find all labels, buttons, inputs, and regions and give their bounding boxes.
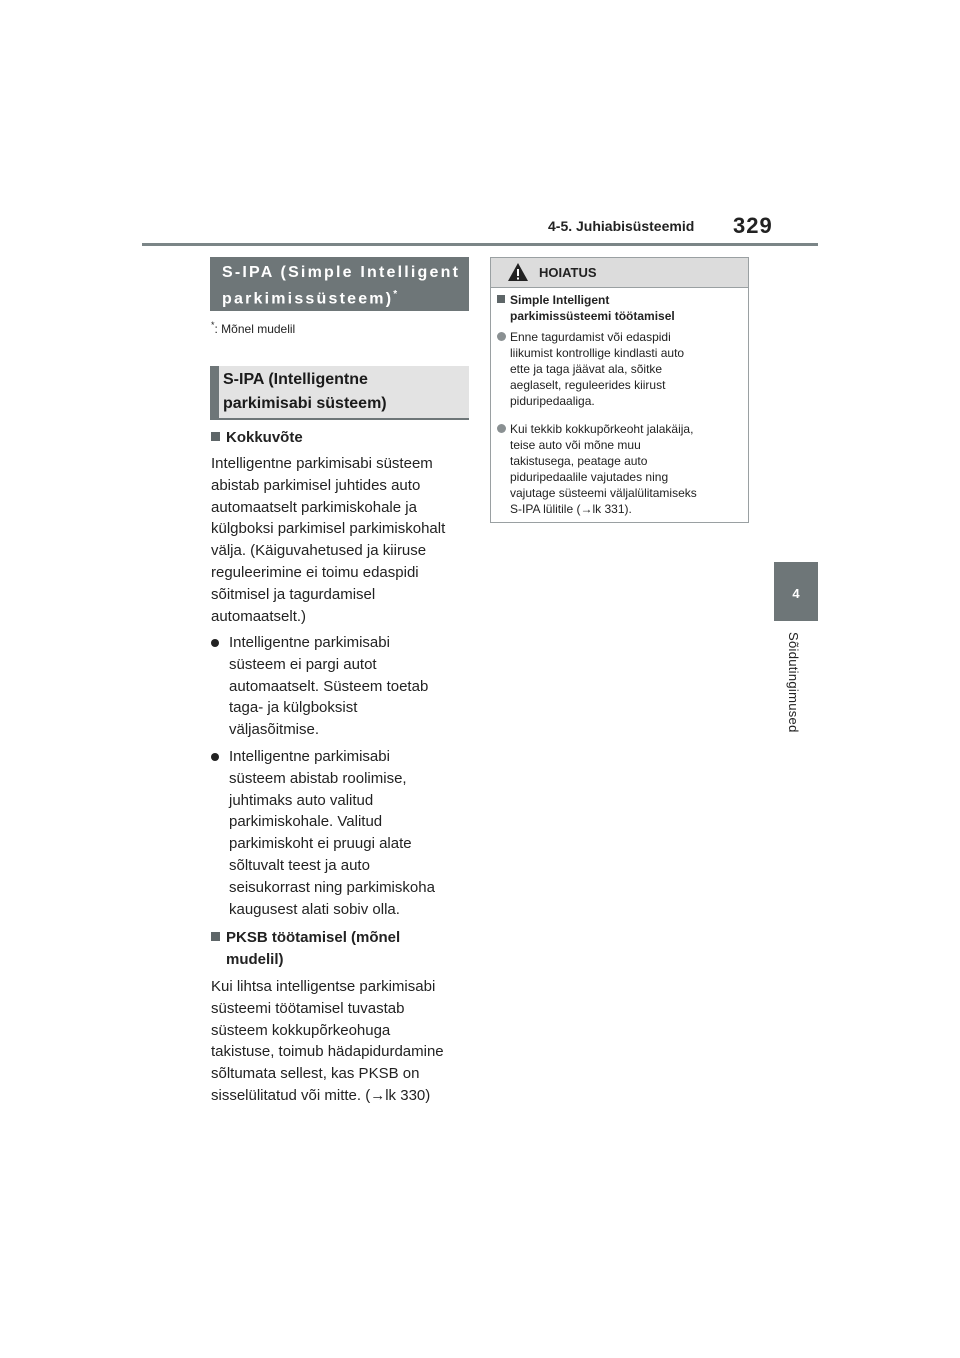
chapter-number: 4 bbox=[792, 586, 800, 601]
square-bullet-icon bbox=[211, 432, 220, 441]
square-bullet-icon bbox=[211, 932, 220, 941]
bullet-dot-icon bbox=[497, 424, 506, 433]
square-bullet-icon bbox=[497, 295, 505, 303]
subheading-line: parkimisabi süsteem) bbox=[223, 395, 387, 412]
pksb-heading-line bbox=[211, 927, 466, 949]
warning-item-line: ette ja taga jäävat ala, sõitke bbox=[510, 362, 663, 376]
warning-title: HOIATUS bbox=[539, 265, 597, 280]
paragraph-line: Intelligentne parkimisabi süsteem bbox=[211, 455, 433, 472]
warning-item-line: liikumist kontrollige kindlasti auto bbox=[510, 346, 685, 360]
warning-item-line: piduripedaalile vajutades ning bbox=[510, 470, 669, 484]
section-title bbox=[222, 262, 467, 310]
list-item bbox=[211, 632, 479, 741]
warning-item bbox=[491, 421, 760, 517]
list-item-line: Intelligentne parkimisabi bbox=[229, 634, 390, 651]
section-title-box bbox=[210, 257, 469, 311]
paragraph-line: takistuse, toimub hädapidurdamine bbox=[211, 1043, 444, 1061]
pksb-paragraph bbox=[211, 976, 471, 1107]
list-item-line: kaugusest alati sobiv olla. bbox=[229, 900, 400, 918]
subheading-line: S-IPA (Intelligentne bbox=[223, 371, 368, 388]
paragraph-line: abistab parkimisel juhtides auto bbox=[211, 476, 421, 494]
list-item-line: Intelligentne parkimisabi bbox=[229, 748, 390, 765]
footnote-marker: * bbox=[211, 320, 215, 330]
warning-item-line: takistusega, peatage auto bbox=[510, 454, 648, 468]
list-item-line: juhtimaks auto valitud bbox=[229, 791, 374, 809]
section-title-marker: * bbox=[393, 289, 398, 300]
warning-header bbox=[491, 258, 748, 288]
subheading-box bbox=[210, 366, 469, 420]
warning-item-line: S-IPA lülitile (→lk 331). bbox=[510, 502, 632, 516]
paragraph-line: sõltumata sellest, kas PKSB on bbox=[211, 1065, 420, 1083]
paragraph-line: süsteemi töötamisel tuvastab bbox=[211, 999, 405, 1017]
list-item-line: süsteem abistab roolimise, bbox=[229, 769, 407, 787]
footnote-text: : Mõnel mudelil bbox=[214, 322, 296, 336]
paragraph-line: sisselülitatud või mitte. (→lk 330) bbox=[211, 1086, 431, 1104]
list-item-line: sõltuvalt teest ja auto bbox=[229, 856, 370, 874]
page-number: 329 bbox=[733, 213, 773, 238]
overview-heading-text: Kokkuvõte bbox=[226, 429, 303, 446]
pksb-heading-text: PKSB töötamisel (mõnel bbox=[226, 929, 401, 946]
section-label: 4-5. Juhiabisüsteemid bbox=[548, 218, 695, 234]
paragraph-line: külgboksi parkimisel parkimiskohalt bbox=[211, 520, 446, 538]
pksb-heading bbox=[211, 927, 466, 971]
paragraph-line: välja. (Käiguvahetused ja kiiruse bbox=[211, 542, 427, 560]
warning-heading-line: parkimissüsteemi töötamisel bbox=[510, 309, 675, 323]
list-item-line: süsteem ei pargi autot bbox=[229, 655, 377, 673]
section-title-text: S-IPA (Simple Intelligent parkimissüsteem) bbox=[222, 264, 461, 308]
overview-paragraph bbox=[211, 453, 471, 627]
list-item-line: seisukorrast ning parkimiskoha bbox=[229, 878, 435, 896]
warning-box bbox=[490, 257, 749, 523]
overview-heading bbox=[211, 427, 303, 449]
chapter-tab[interactable] bbox=[774, 562, 818, 621]
list-item-line: parkimiskohale. Valitud bbox=[229, 813, 383, 831]
footnote bbox=[211, 320, 295, 336]
warning-item bbox=[491, 329, 760, 409]
warning-item-line: aeglaselt, reguleerides kiirust bbox=[510, 378, 666, 392]
paragraph-line: reguleerimine ei toimu edaspidi bbox=[211, 563, 419, 581]
warning-heading bbox=[491, 292, 760, 324]
paragraph-line: automaatselt parkimiskohale ja bbox=[211, 498, 417, 516]
bullet-dot-icon bbox=[497, 332, 506, 341]
header-rule bbox=[142, 243, 818, 246]
chapter-title: Sõidutingimused bbox=[786, 632, 801, 733]
warning-heading-line: Simple Intelligent bbox=[510, 293, 610, 307]
paragraph-line: Kui lihtsa intelligentse parkimisabi bbox=[211, 978, 436, 995]
paragraph-line: süsteem kokkupõrkeohuga bbox=[211, 1021, 391, 1039]
subheading bbox=[223, 368, 463, 416]
warning-item-line: teise auto või mõne muu bbox=[510, 438, 641, 452]
list-item-line: parkimiskoht ei pruugi alate bbox=[229, 835, 412, 853]
warning-triangle-icon bbox=[507, 262, 529, 282]
warning-item-line: vajutage süsteemi väljalülitamiseks bbox=[510, 486, 697, 500]
bullet-dot-icon bbox=[211, 753, 219, 761]
warning-item-line: Kui tekkib kokkupõrkeoht jalakäija, bbox=[510, 422, 694, 436]
warning-item-line: Enne tagurdamist või edaspidi bbox=[510, 330, 671, 344]
list-item-line: automaatselt. Süsteem toetab bbox=[229, 677, 429, 695]
pksb-heading-line: mudelil) bbox=[226, 950, 284, 968]
warning-item-line: piduripedaaliga. bbox=[510, 394, 595, 408]
list-item bbox=[211, 746, 479, 920]
bullet-dot-icon bbox=[211, 639, 219, 647]
paragraph-line: automaatselt.) bbox=[211, 607, 307, 625]
list-item-line: taga- ja külgboksist bbox=[229, 699, 358, 717]
list-item-line: väljasõitmise. bbox=[229, 721, 320, 739]
paragraph-line: sõitmisel ja tagurdamisel bbox=[211, 585, 376, 603]
